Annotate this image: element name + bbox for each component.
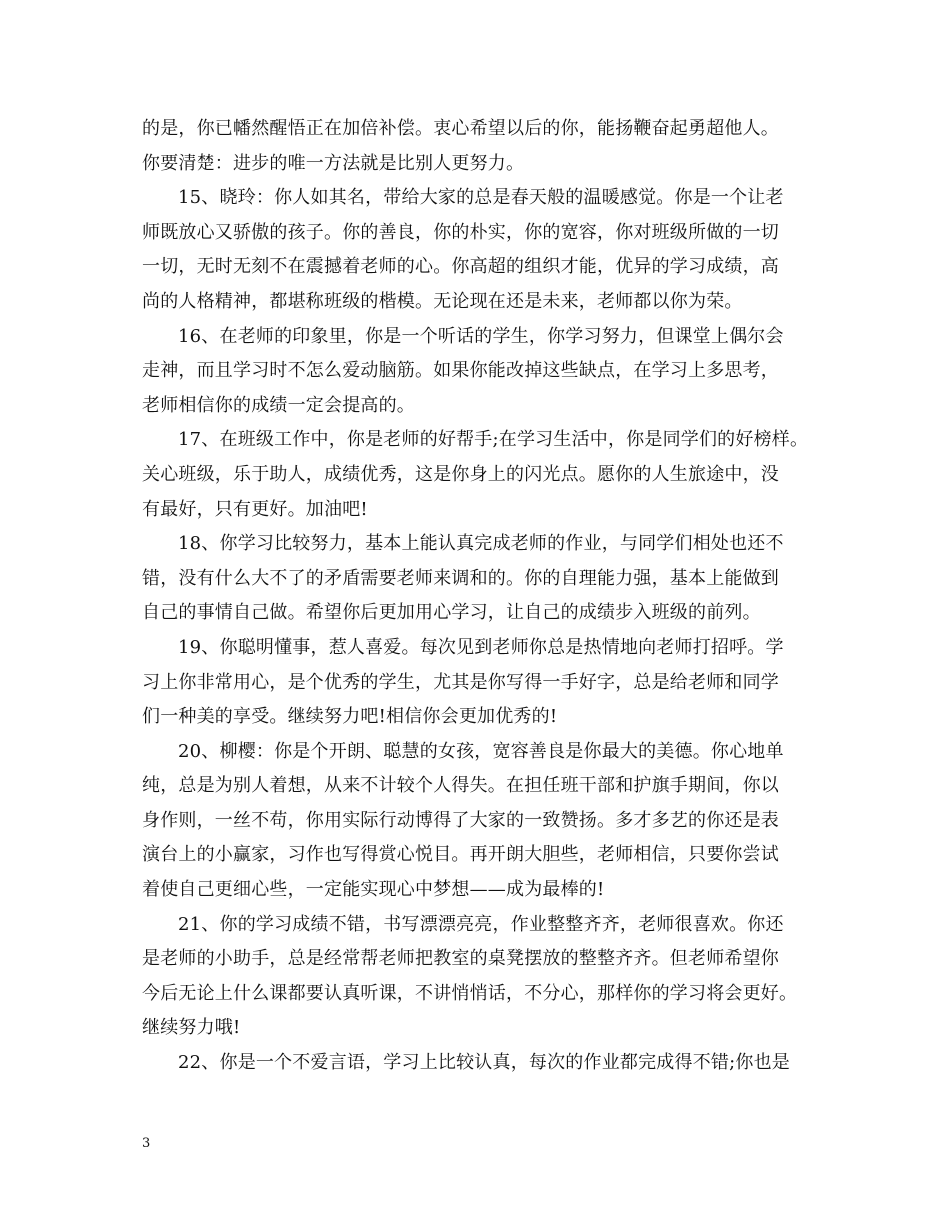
text-line: 们一种美的享受。继续努力吧!相信你会更加优秀的!	[142, 706, 558, 728]
text-line: 一切，无时无刻不在震撼着老师的心。你高超的组织才能，优异的学习成绩，高	[142, 256, 779, 278]
text-line: 习上你非常用心，是个优秀的学生，尤其是你写得一手好字，总是给老师和同学	[142, 671, 779, 693]
paragraph-first-line: 18、你学习比较努力，基本上能认真完成老师的作业，与同学们相处也还不	[178, 533, 784, 555]
paragraph-first-line: 16、在老师的印象里，你是一个听话的学生，你学习努力，但课堂上偶尔会	[178, 325, 784, 347]
text-line: 的是，你已幡然醒悟正在加倍补偿。衷心希望以后的你，能扬鞭奋起勇超他人。	[142, 118, 779, 139]
text-line: 尚的人格精神，都堪称班级的楷模。无论现在还是未来，老师都以你为荣。	[142, 290, 743, 312]
text-line: 纯，总是为别人着想，从来不计较个人得失。在担任班干部和护旗手期间，你以	[142, 775, 779, 797]
text-line: 有最好，只有更好。加油吧!	[142, 498, 368, 520]
text-line: 你要清楚：进步的唯一方法就是比别人更努力。	[142, 152, 525, 174]
text-line: 继续努力哦!	[142, 1017, 241, 1039]
text-line: 今后无论上什么课都要认真听课，不讲悄悄话，不分心，那样你的学习将会更好。	[142, 982, 798, 1004]
paragraph-first-line: 15、晓玲：你人如其名，带给大家的总是春天般的温暖感觉。你是一个让老	[178, 187, 784, 209]
text-line: 演台上的小赢家，习作也写得赏心悦目。再开朗大胆些，老师相信，只要你尝试	[142, 844, 779, 866]
text-line: 是老师的小助手，总是经常帮老师把教室的桌凳摆放的整整齐齐。但老师希望你	[142, 948, 779, 970]
text-line: 着使自己更细心些，一定能实现心中梦想——成为最棒的!	[142, 879, 605, 901]
text-line: 师既放心又骄傲的孩子。你的善良，你的朴实，你的宽容，你对班级所做的一切	[142, 221, 779, 243]
paragraph-first-line: 21、你的学习成绩不错，书写漂漂亮亮，作业整整齐齐，老师很喜欢。你还	[178, 913, 784, 935]
paragraph-first-line: 20、柳樱：你是个开朗、聪慧的女孩，宽容善良是你最大的美德。你心地单	[178, 740, 784, 762]
document-body	[142, 112, 822, 1081]
paragraph-first-line: 17、在班级工作中，你是老师的好帮手;在学习生活中，你是同学们的好榜样。	[178, 429, 809, 451]
text-line: 身作则，一丝不苟，你用实际行动博得了大家的一致赞扬。多才多艺的你还是表	[142, 809, 779, 831]
text-line: 错，没有什么大不了的矛盾需要老师来调和的。你的自理能力强，基本上能做到	[142, 567, 779, 589]
paragraph-first-line: 19、你聪明懂事，惹人喜爱。每次见到老师你总是热情地向老师打招呼。学	[178, 636, 784, 658]
text-line: 老师相信你的成绩一定会提高的。	[142, 394, 415, 416]
paragraph-first-line: 22、你是一个不爱言语，学习上比较认真，每次的作业都完成得不错;你也是	[178, 1052, 790, 1074]
text-line: 走神，而且学习时不怎么爱动脑筋。如果你能改掉这些缺点，在学习上多思考，	[142, 360, 779, 382]
text-line: 自己的事情自己做。希望你后更加用心学习，让自己的成绩步入班级的前列。	[142, 602, 761, 624]
page-number: 3	[142, 1136, 151, 1151]
text-line: 关心班级，乐于助人，成绩优秀，这是你身上的闪光点。愿你的人生旅途中，没	[142, 463, 779, 485]
